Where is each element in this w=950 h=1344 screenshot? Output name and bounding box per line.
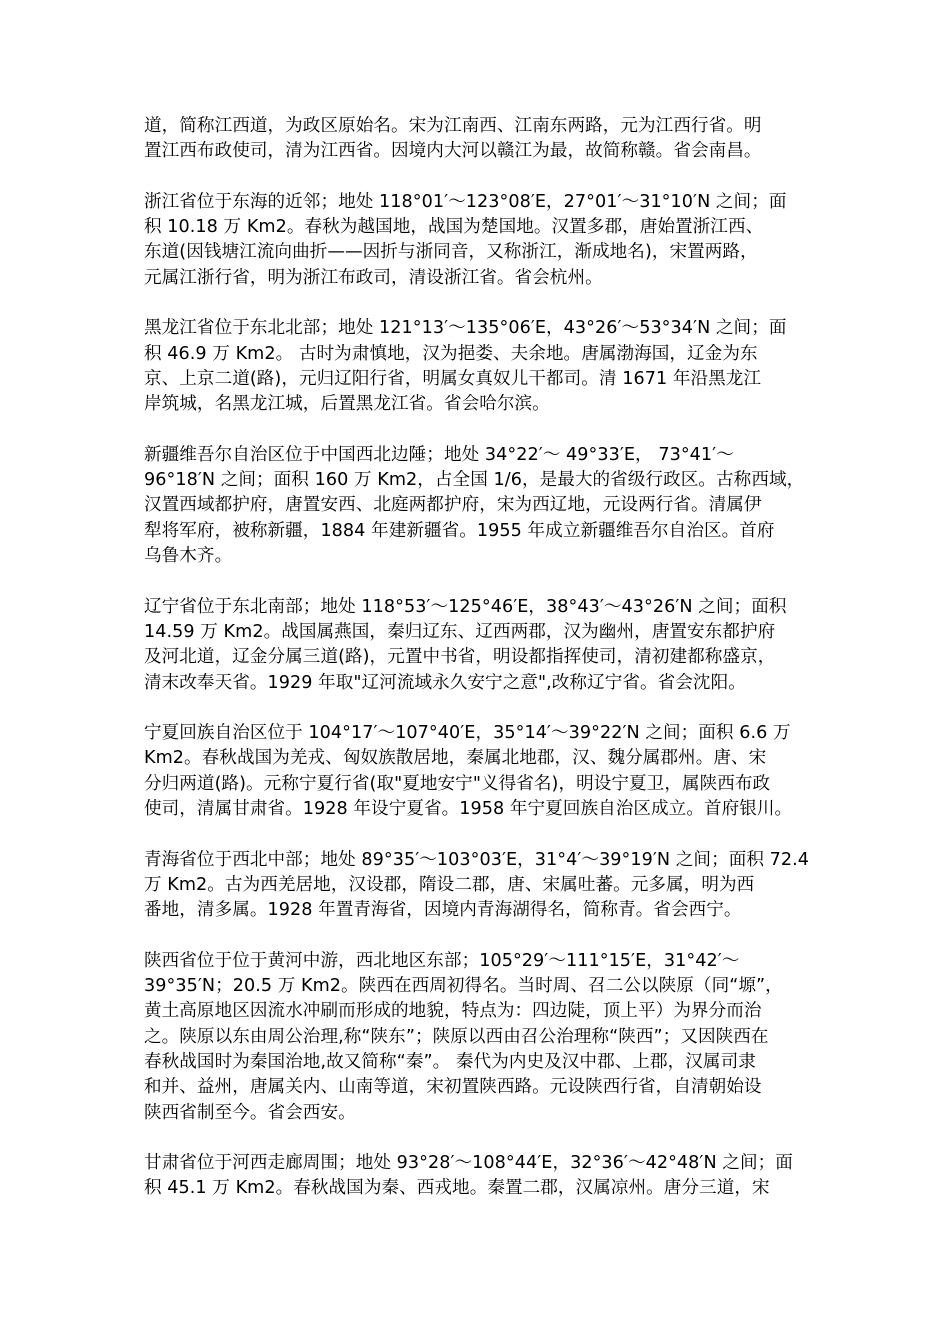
text-line: Km2。春秋战国为羌戎、匈奴族散居地，秦属北地郡，汉、魏分属郡州。唐、宋: [144, 748, 767, 769]
text-line: 京、上京二道(路)，元归辽阳行省，明属女真奴儿干都司。清 1671 年沿黑龙江: [144, 368, 762, 389]
text-line: 积 46.9 万 Km2。 古时为肃慎地，汉为挹娄、夫余地。唐属渤海国，辽金为东: [144, 343, 758, 364]
text-line: 宁夏回族自治区位于 104°17′～107°40′E，35°14′～39°22′N 之间；面积 6.6 万: [144, 723, 791, 744]
paragraph-qinghai: [144, 848, 810, 924]
text-line: 96°18′N 之间；面积 160 万 Km2，占全国 1/6，是最大的省级行政区。古称西域，: [144, 470, 805, 491]
text-line: 清末改奉天省。1929 年取"辽河流域永久安宁之意",改称辽宁省。省会沈阳。: [144, 672, 746, 693]
text-line: 和并、益州，唐属关内、山南等道，宋初置陕西路。元设陕西行省，自清朝始设: [144, 1077, 762, 1098]
text-line: 及河北道，辽金分属三道(路)，元置中书省，明设都指挥使司，清初建都称盛京，: [144, 647, 776, 668]
text-line: 道，简称江西道，为政区原始名。宋为江南西、江南东两路，元为江西行省。明: [144, 116, 762, 136]
text-line: 犁将军府，被称新疆，1884 年建新疆省。1955 年成立新疆维吾尔自治区。首府: [144, 520, 775, 541]
paragraph-gansu: [144, 1151, 810, 1202]
text-line: 春秋战国时为秦国治地,故又简称“秦”。 秦代为内史及汉中郡、上郡，汉属司隶: [144, 1051, 756, 1072]
text-line: 青海省位于西北中部；地处 89°35′～103°03′E，31°4′～39°19′N 之间；面积 72.4: [144, 849, 810, 870]
paragraph-liaoning: [144, 595, 810, 696]
text-line: 浙江省位于东海的近邻；地处 118°01′～123°08′E，27°01′～31°10′N 之间；面: [144, 191, 787, 212]
document-body: [144, 114, 810, 1202]
text-line: 黑龙江省位于东北北部；地处 121°13′～135°06′E，43°26′～53°34′N 之间；面: [144, 318, 787, 339]
paragraph-shaanxi: [144, 949, 810, 1126]
text-line: 东道(因钱塘江流向曲折——因折与浙同音，又称浙江，渐成地名)，宋置两路，: [144, 242, 758, 263]
text-line: 积 10.18 万 Km2。春秋为越国地，战国为楚国地。汉置多郡，唐始置浙江西、: [144, 217, 764, 238]
text-line: 积 45.1 万 Km2。春秋战国为秦、西戎地。秦置二郡，汉属凉州。唐分三道，宋: [144, 1178, 770, 1199]
text-line: 汉置西域都护府，唐置安西、北庭两都护府，宋为西辽地，元设两行省。清属伊: [144, 495, 762, 516]
paragraph-zhejiang: [144, 190, 810, 291]
text-line: 岸筑城，名黑龙江城，后置黑龙江省。省会哈尔滨。: [144, 394, 550, 415]
text-line: 元属江浙行省，明为浙江布政司，清设浙江省。省会杭州。: [144, 267, 603, 288]
text-line: 陕西省位于位于黄河中游，西北地区东部；105°29′～111°15′E，31°42′～: [144, 950, 740, 971]
paragraph-ningxia: [144, 721, 810, 822]
paragraph-heilongjiang: [144, 316, 810, 417]
text-line: 陕西省制至今。省会西安。: [144, 1102, 356, 1123]
paragraph-jiangxi: [144, 114, 810, 165]
paragraph-xinjiang: [144, 443, 810, 569]
document-page: [144, 114, 810, 1227]
text-line: 14.59 万 Km2。战国属燕国，秦归辽东、辽西两郡，汉为幽州，唐置安东都护府: [144, 621, 776, 642]
text-line: 39°35′N；20.5 万 Km2。陕西在西周初得名。当时周、召二公以陕原（同“塬”，: [144, 976, 783, 997]
text-line: 万 Km2。古为西羌居地，汉设郡，隋设二郡，唐、宋属吐蕃。元多属，明为西: [144, 874, 755, 895]
text-line: 之。陕原以东由周公治理,称“陕东”；陕原以西由召公治理称“陕西”；又因陕西在: [144, 1026, 769, 1047]
text-line: 新疆维吾尔自治区位于中国西北边陲；地处 34°22′～ 49°33′E， 73°41′～: [144, 444, 734, 465]
text-line: 番地，清多属。1928 年置青海省，因境内青海湖得名，简称青。省会西宁。: [144, 900, 742, 921]
text-line: 置江西布政使司，清为江西省。因境内大河以赣江为最，故简称赣。省会南昌。: [144, 141, 762, 162]
text-line: 使司，清属甘肃省。1928 年设宁夏省。1958 年宁夏回族自治区成立。首府银川。: [144, 799, 793, 820]
text-line: 黄土高原地区因流水冲刷而形成的地貌，特点为：四边陡，顶上平）为界分而治: [144, 1001, 762, 1022]
text-line: 乌鲁木齐。: [144, 546, 233, 567]
text-line: 分归两道(路)。元称宁夏行省(取"夏地安宁"义得省名)，明设宁夏卫，属陕西布政: [144, 773, 771, 794]
text-line: 甘肃省位于河西走廊周围；地处 93°28′～108°44′E，32°36′～42°48′N 之间；面: [144, 1153, 793, 1174]
text-line: 辽宁省位于东北南部；地处 118°53′～125°46′E，38°43′～43°26′N 之间；面积: [144, 596, 787, 617]
